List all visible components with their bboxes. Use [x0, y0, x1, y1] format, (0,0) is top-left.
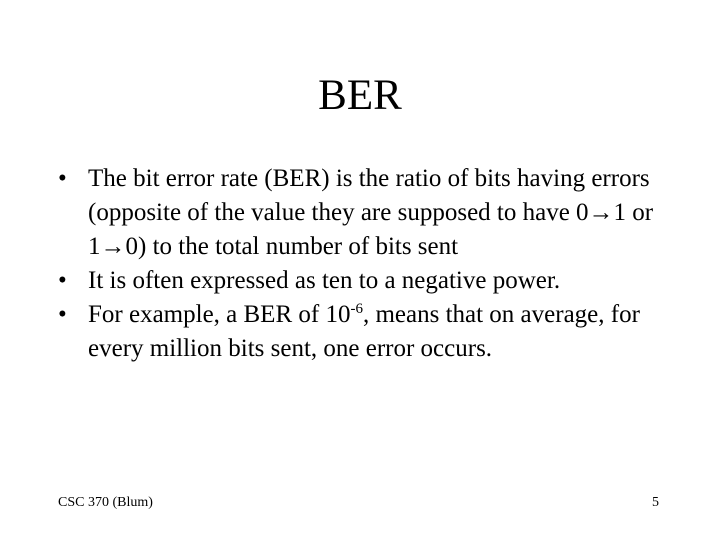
exponent: -6 [350, 301, 363, 317]
slide-title: BER [318, 72, 402, 119]
bullet-item-negative-power [58, 264, 678, 298]
bullet-item-example [58, 298, 678, 366]
bullet-text-end: , means that on average, for every million bits sent, one error occurs. [88, 301, 640, 362]
footer-course: CSC 370 (Blum) [58, 495, 153, 510]
bullet-icon: • [58, 301, 67, 328]
page-number: 5 [652, 495, 659, 510]
bullet-text-start: For example, a BER of 10 [88, 301, 351, 328]
bullet-item-ber-definition [58, 162, 678, 264]
bullet-list [58, 162, 678, 366]
bullet-icon: • [58, 165, 67, 192]
bullet-text: The bit error rate (BER) is the ratio of bits having errors (opposite of the value they are supposed to have 0→1 or 1→0) to the total number of bits sent [88, 165, 654, 260]
bullet-icon: • [58, 267, 67, 294]
bullet-text: It is often expressed as ten to a negative power. [88, 267, 561, 294]
